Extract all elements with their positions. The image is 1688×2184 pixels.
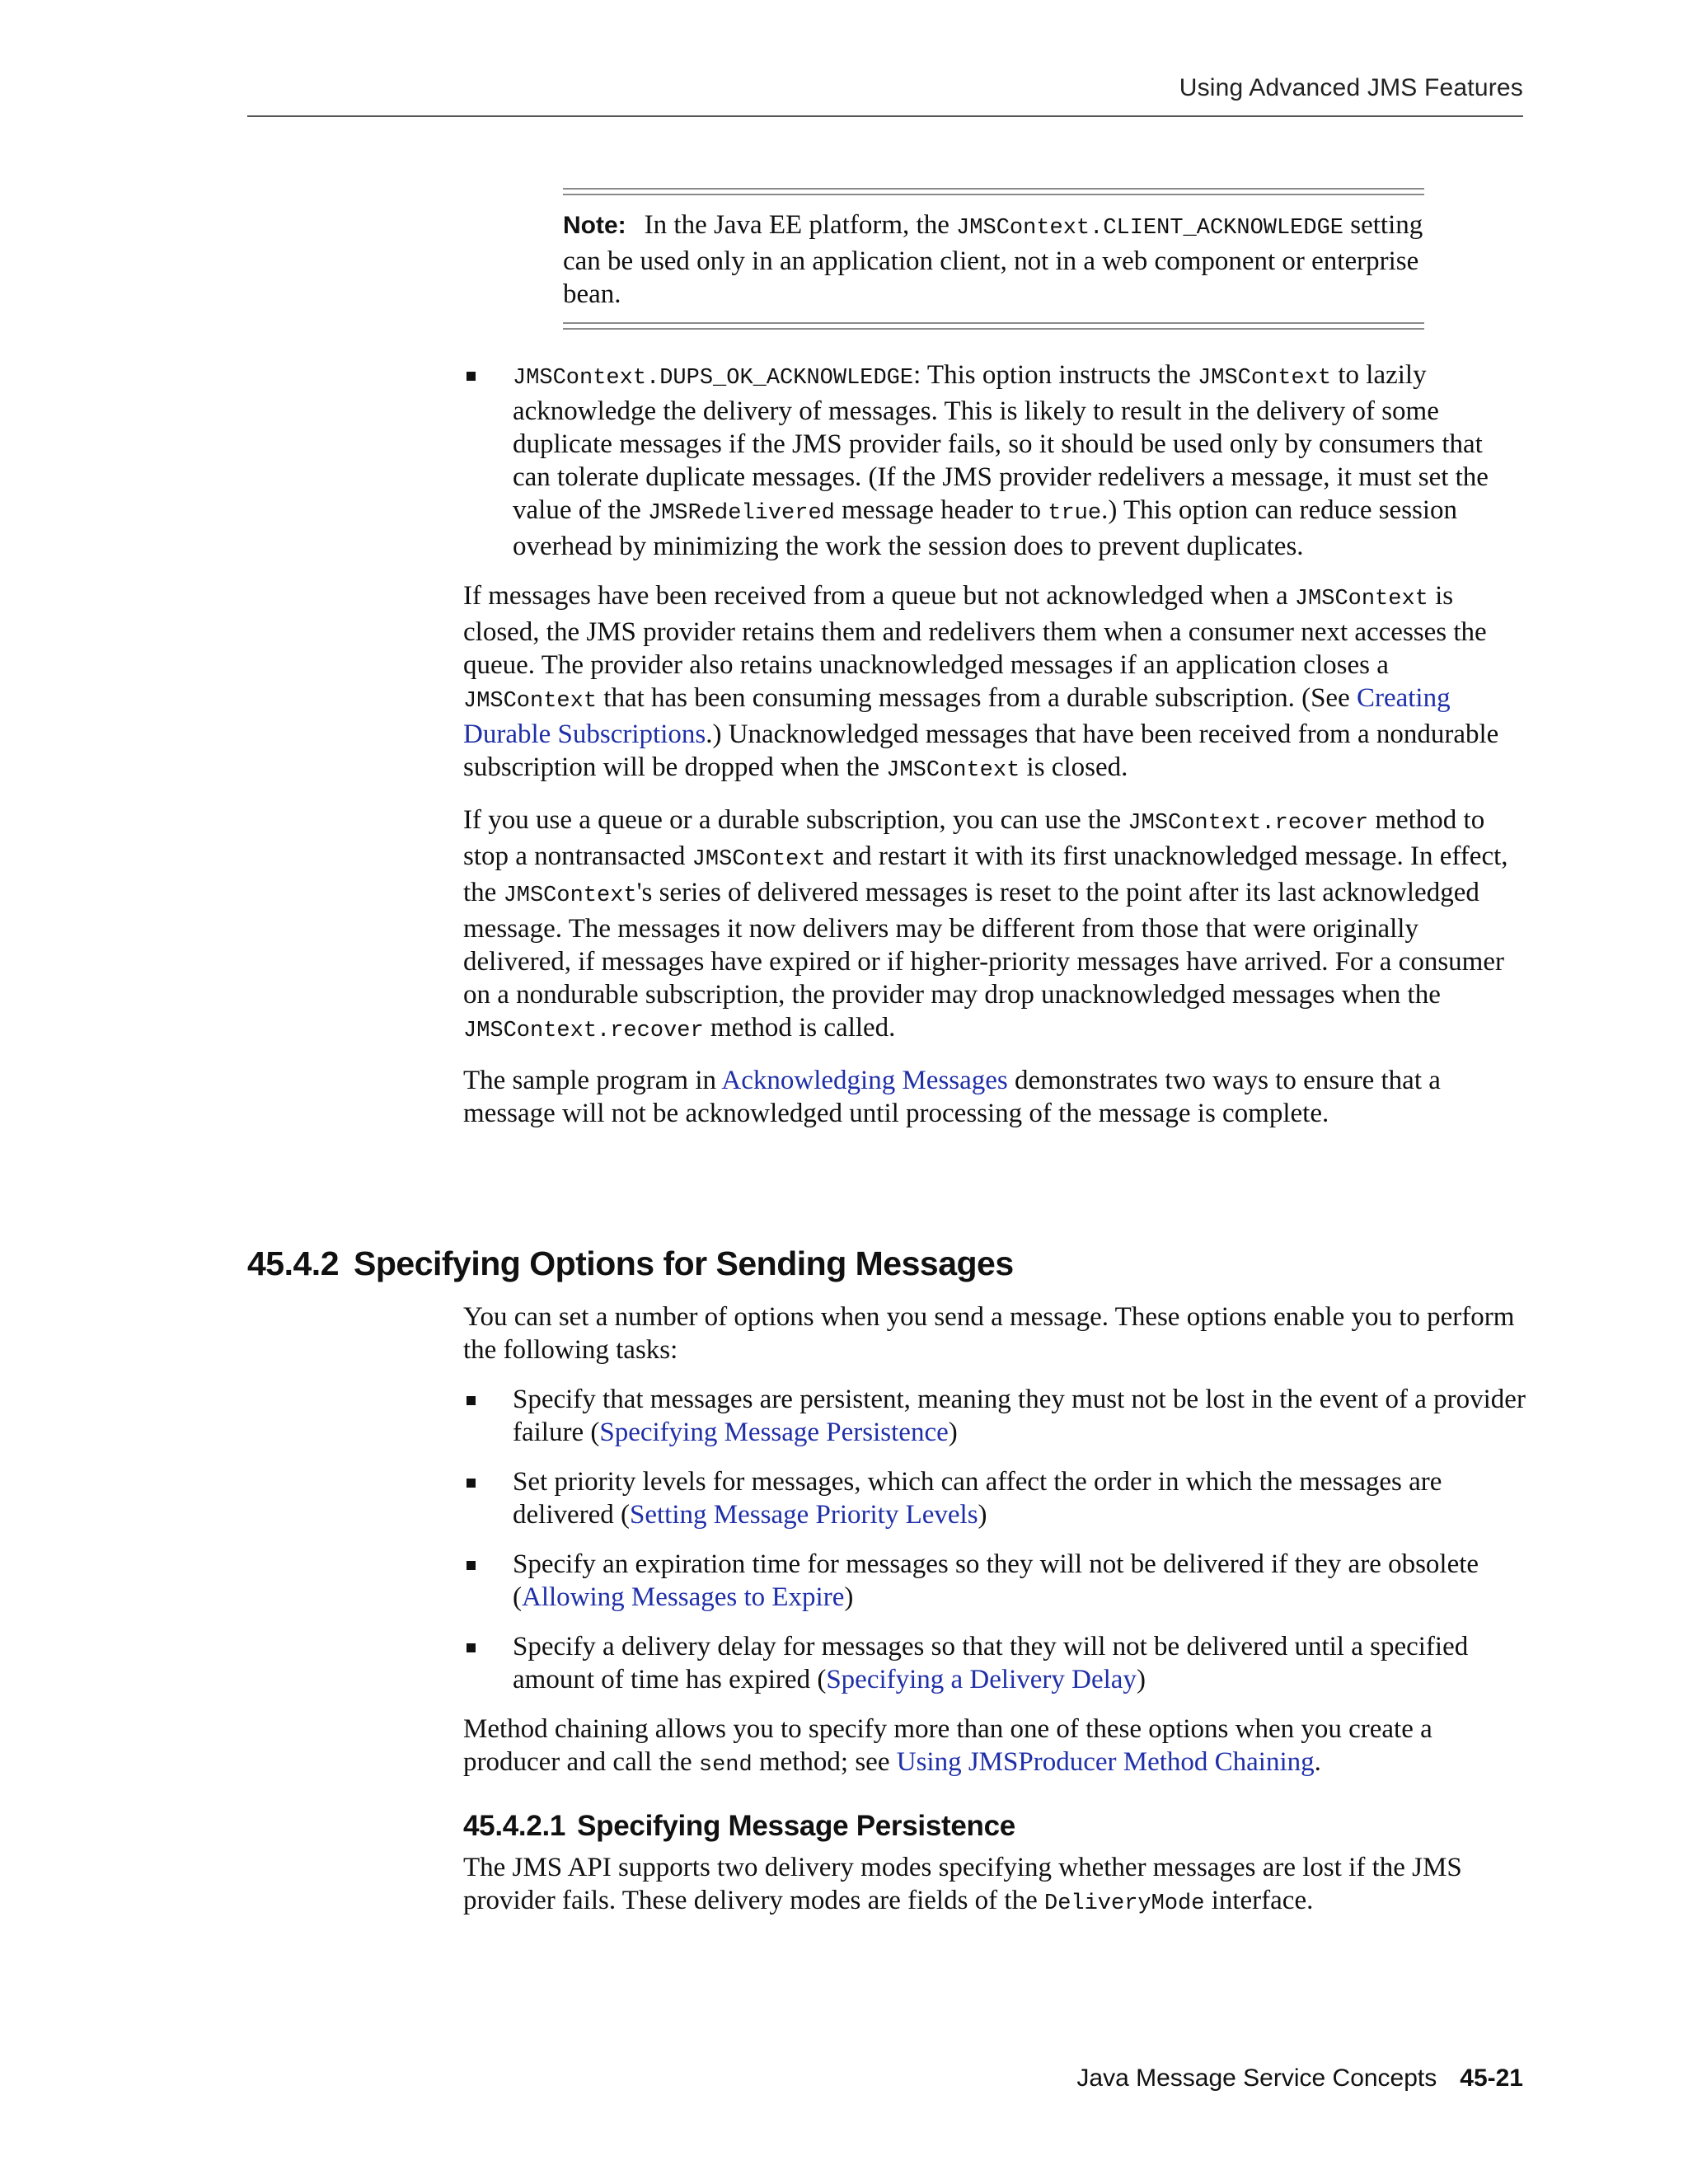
code-jmscontext: JMSContext: [692, 847, 826, 872]
section-title: Specifying Options for Sending Messages: [354, 1244, 1014, 1282]
section-heading: [247, 1244, 1014, 1283]
text: .) Unacknowledged messages that have been received from a nondurable subscription will be dropped when the: [463, 719, 1499, 782]
paragraph-persistence: [463, 1851, 1526, 1920]
code-recover: JMSContext.recover: [1128, 811, 1369, 836]
list-item-dups-ok: [463, 359, 1526, 563]
bullet-square: [467, 1561, 476, 1570]
link-creating-durable-subscriptions[interactable]: Creating Durable Subscriptions: [463, 683, 1451, 749]
code-jmscontext: JMSContext: [503, 883, 637, 908]
text: Specify a delivery delay for messages so that they will not be delivered until a specified amount of time has expired (: [513, 1632, 1469, 1694]
link-using-jmsproducer-method-chaining[interactable]: Using JMSProducer Method Chaining: [896, 1747, 1315, 1777]
code-recover: JMSContext.recover: [463, 1019, 704, 1043]
text: : This option instructs the: [913, 360, 1198, 390]
text: ): [978, 1500, 987, 1530]
code-dups-ok: JMSContext.DUPS_OK_ACKNOWLEDGE: [513, 366, 914, 391]
note-bottom-rule: [563, 322, 1424, 330]
text: is closed.: [1020, 752, 1128, 782]
subsection-heading: [463, 1810, 1526, 1843]
text: ): [1136, 1665, 1146, 1694]
running-header: Using Advanced JMS Features: [1179, 74, 1523, 101]
bullet-square: [467, 372, 476, 381]
text: Specify an expiration time for messages so they will not be delivered if they are obsolete (: [513, 1549, 1479, 1612]
paragraph-sample-program: [463, 1064, 1526, 1130]
text: Specify that messages are persistent, meaning they must not be lost in the event of a provider failure (: [513, 1385, 1526, 1447]
code-jmscontext: JMSContext: [886, 758, 1020, 783]
dups-ok-list: [463, 359, 1526, 563]
text: is closed, the JMS provider retains them and redelivers them when a consumer next accesses the queue. The provider also retains unacknowledged messages if an application closes a: [463, 581, 1487, 680]
text: If you use a queue or a durable subscription, you can use the: [463, 805, 1128, 835]
subsection-number: 45.4.2.1: [463, 1810, 566, 1842]
link-setting-message-priority-levels[interactable]: Setting Message Priority Levels: [630, 1500, 978, 1530]
text: to lazily acknowledge the delivery of messages. This is likely to result in the delivery of some duplicate messages if the JMS provider fails, so it should be used only by consumers that can tolerate duplicate messages. (If the JMS provider redelivers a message, it must set the value of the: [513, 360, 1489, 525]
bullet-square: [467, 1479, 476, 1488]
paragraph-method-chaining: [463, 1713, 1526, 1782]
note-text: [563, 195, 1424, 322]
text: .: [1314, 1747, 1321, 1777]
text: method is called.: [703, 1013, 896, 1043]
section-number: 45.4.2: [247, 1244, 339, 1282]
code-jmscontext: JMSContext: [1198, 366, 1332, 391]
text: method to stop a nontransacted: [463, 805, 1485, 871]
page-number: 45-21: [1460, 2064, 1523, 2092]
text: and restart it with its first unacknowledged message. In effect, the: [463, 841, 1508, 907]
text: interface.: [1204, 1886, 1314, 1915]
text: The sample program in: [463, 1066, 722, 1095]
bullet-square: [467, 1643, 476, 1652]
code-jmscontext: JMSContext: [1294, 587, 1428, 612]
text: that has been consuming messages from a durable subscription. (See: [597, 683, 1357, 713]
section-content: [463, 1301, 1526, 1937]
note-text-1: In the Java EE platform, the: [644, 210, 957, 240]
code-deliverymode: DeliveryMode: [1044, 1891, 1205, 1916]
link-specifying-message-persistence[interactable]: Specifying Message Persistence: [599, 1418, 949, 1447]
options-list: [463, 1383, 1526, 1696]
link-allowing-messages-to-expire[interactable]: Allowing Messages to Expire: [522, 1582, 845, 1612]
text: .) This option can reduce session overhead by minimizing the work the session does to prevent duplicates.: [513, 495, 1458, 561]
paragraph-unacknowledged: [463, 579, 1526, 787]
note-text-2: setting can be used only in an application client, not in a web component or enterprise bean.: [563, 210, 1423, 309]
text: demonstrates two ways to ensure that a message will not be acknowledged until processing of the message is complete.: [463, 1066, 1441, 1128]
link-acknowledging-messages[interactable]: Acknowledging Messages: [721, 1066, 1008, 1095]
text: The JMS API supports two delivery modes specifying whether messages are lost if the JMS provider fails. These delivery modes are fields of the: [463, 1853, 1462, 1915]
list-item: [463, 1630, 1526, 1696]
page-footer: [1076, 2064, 1523, 2093]
header-rule: [247, 115, 1523, 117]
text: ): [844, 1582, 854, 1612]
code-true: true: [1048, 501, 1102, 526]
note-box: [563, 188, 1424, 330]
note-label: Note:: [563, 212, 626, 239]
subsection-title: Specifying Message Persistence: [577, 1810, 1015, 1842]
code-jmscontext: JMSContext: [463, 689, 598, 714]
list-item: [463, 1465, 1526, 1531]
code-jmsredelivered: JMSRedelivered: [648, 501, 835, 526]
text: If messages have been received from a queue but not acknowledged when a: [463, 581, 1295, 611]
text: 's series of delivered messages is reset to the point after its last acknowledged message. The messages it now delivers may be different from those that were originally delivered, if messages have expired or if higher-priority messages have arrived. For a consumer on a nondurable subscription, the provider may drop unacknowledged messages when the: [463, 878, 1504, 1010]
footer-book-title: Java Message Service Concepts: [1076, 2064, 1437, 2092]
text: ): [948, 1418, 958, 1447]
note-top-rule: [563, 188, 1424, 195]
text: Set priority levels for messages, which can affect the order in which the messages are delivered (: [513, 1467, 1442, 1530]
main-content: [463, 359, 1526, 1146]
list-item: [463, 1548, 1526, 1614]
note-code-client-ack: JMSContext.CLIENT_ACKNOWLEDGE: [956, 216, 1343, 241]
text: Method chaining allows you to specify more than one of these options when you create a producer and call the: [463, 1714, 1432, 1777]
link-specifying-a-delivery-delay[interactable]: Specifying a Delivery Delay: [826, 1665, 1137, 1694]
section-intro: You can set a number of options when you send a message. These options enable you to perform the following tasks:: [463, 1302, 1515, 1365]
paragraph-recover: [463, 804, 1526, 1047]
code-send: send: [698, 1753, 753, 1778]
text: message header to: [834, 495, 1048, 525]
list-item: [463, 1383, 1526, 1449]
text: method; see: [752, 1747, 897, 1777]
bullet-square: [467, 1396, 476, 1405]
